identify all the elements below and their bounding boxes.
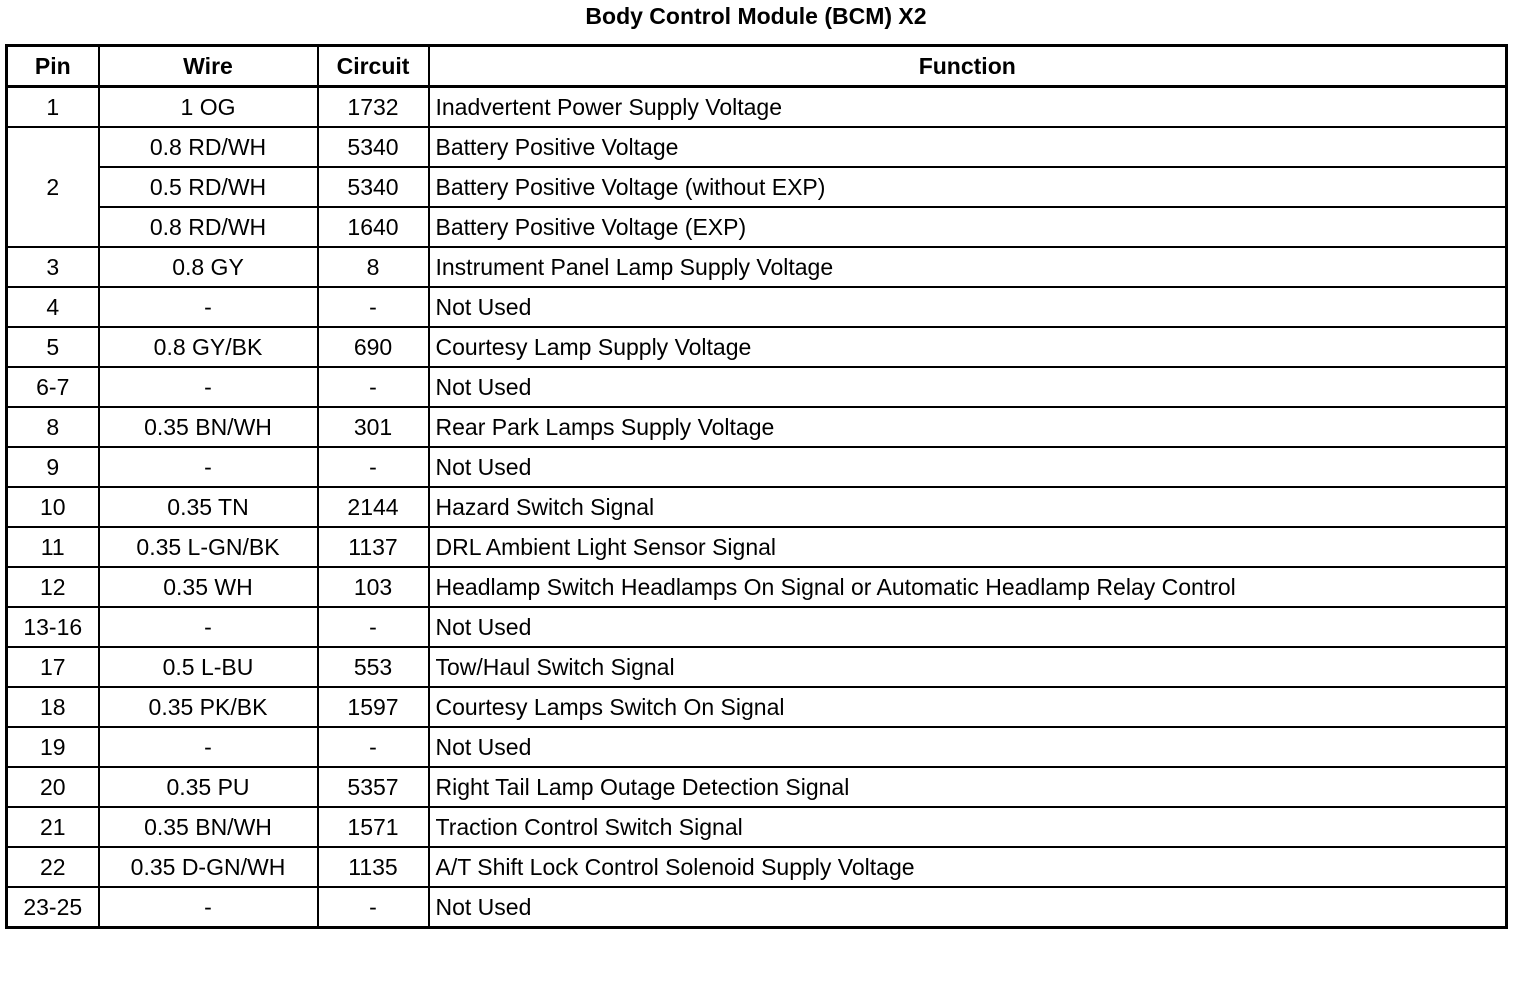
circuit-cell: - (318, 727, 429, 767)
pin-cell: 5 (7, 327, 99, 367)
wire-cell: - (99, 607, 318, 647)
pin-cell: 21 (7, 807, 99, 847)
pin-cell: 8 (7, 407, 99, 447)
table-row (7, 487, 1507, 527)
table-row (7, 207, 1507, 247)
wire-cell: - (99, 887, 318, 928)
table-row (7, 687, 1507, 727)
function-cell: Right Tail Lamp Outage Detection Signal (429, 767, 1507, 807)
circuit-cell: 301 (318, 407, 429, 447)
wire-cell: - (99, 367, 318, 407)
function-cell: Headlamp Switch Headlamps On Signal or Automatic Headlamp Relay Control (429, 567, 1507, 607)
table-header-row (7, 46, 1507, 87)
table-row (7, 247, 1507, 287)
pin-cell: 12 (7, 567, 99, 607)
pin-cell: 23-25 (7, 887, 99, 928)
function-cell: A/T Shift Lock Control Solenoid Supply Voltage (429, 847, 1507, 887)
function-cell: DRL Ambient Light Sensor Signal (429, 527, 1507, 567)
wire-cell: 0.35 D-GN/WH (99, 847, 318, 887)
table-row (7, 407, 1507, 447)
document-title: Body Control Module (BCM) X2 (585, 3, 927, 29)
table-row (7, 727, 1507, 767)
wire-cell: 0.35 PU (99, 767, 318, 807)
function-cell: Tow/Haul Switch Signal (429, 647, 1507, 687)
function-cell: Not Used (429, 607, 1507, 647)
wire-cell: 0.8 RD/WH (99, 207, 318, 247)
table-row (7, 527, 1507, 567)
header-circuit: Circuit (318, 46, 429, 87)
circuit-cell: 1137 (318, 527, 429, 567)
wire-cell: - (99, 727, 318, 767)
circuit-cell: 5340 (318, 167, 429, 207)
pin-cell: 11 (7, 527, 99, 567)
table-row (7, 647, 1507, 687)
table-row (7, 767, 1507, 807)
wire-cell: 0.35 L-GN/BK (99, 527, 318, 567)
function-cell: Courtesy Lamp Supply Voltage (429, 327, 1507, 367)
function-cell: Courtesy Lamps Switch On Signal (429, 687, 1507, 727)
function-cell: Not Used (429, 447, 1507, 487)
pin-cell: 1 (7, 87, 99, 128)
wire-cell: 0.35 WH (99, 567, 318, 607)
pin-cell: 10 (7, 487, 99, 527)
pin-cell: 19 (7, 727, 99, 767)
wire-cell: 0.5 L-BU (99, 647, 318, 687)
wire-cell: 0.8 RD/WH (99, 127, 318, 167)
circuit-cell: 5340 (318, 127, 429, 167)
wire-cell: 0.35 BN/WH (99, 807, 318, 847)
circuit-cell: 103 (318, 567, 429, 607)
function-cell: Instrument Panel Lamp Supply Voltage (429, 247, 1507, 287)
wire-cell: 0.5 RD/WH (99, 167, 318, 207)
circuit-cell: - (318, 887, 429, 928)
circuit-cell: 8 (318, 247, 429, 287)
function-cell: Battery Positive Voltage (without EXP) (429, 167, 1507, 207)
pin-cell: 2 (7, 127, 99, 247)
circuit-cell: 553 (318, 647, 429, 687)
header-pin: Pin (7, 46, 99, 87)
pinout-table (5, 44, 1508, 929)
table-row (7, 87, 1507, 128)
circuit-cell: - (318, 287, 429, 327)
pin-cell: 20 (7, 767, 99, 807)
table-row (7, 327, 1507, 367)
circuit-cell: 1571 (318, 807, 429, 847)
pin-cell: 3 (7, 247, 99, 287)
function-cell: Not Used (429, 727, 1507, 767)
pin-cell: 4 (7, 287, 99, 327)
circuit-cell: 1135 (318, 847, 429, 887)
circuit-cell: 1640 (318, 207, 429, 247)
table-row (7, 887, 1507, 928)
table-row (7, 127, 1507, 167)
table-row (7, 567, 1507, 607)
pin-cell: 17 (7, 647, 99, 687)
circuit-cell: - (318, 607, 429, 647)
pin-cell: 9 (7, 447, 99, 487)
function-cell: Hazard Switch Signal (429, 487, 1507, 527)
function-cell: Battery Positive Voltage (EXP) (429, 207, 1507, 247)
function-cell: Not Used (429, 887, 1507, 928)
table-row (7, 847, 1507, 887)
function-cell: Not Used (429, 287, 1507, 327)
function-cell: Traction Control Switch Signal (429, 807, 1507, 847)
pin-cell: 22 (7, 847, 99, 887)
wire-cell: 0.8 GY/BK (99, 327, 318, 367)
circuit-cell: - (318, 447, 429, 487)
circuit-cell: 690 (318, 327, 429, 367)
pin-cell: 18 (7, 687, 99, 727)
function-cell: Battery Positive Voltage (429, 127, 1507, 167)
circuit-cell: 5357 (318, 767, 429, 807)
header-function: Function (429, 46, 1507, 87)
table-row (7, 447, 1507, 487)
wire-cell: 0.35 BN/WH (99, 407, 318, 447)
header-wire: Wire (99, 46, 318, 87)
pin-cell: 13-16 (7, 607, 99, 647)
table-row (7, 367, 1507, 407)
table-row (7, 807, 1507, 847)
table-row (7, 287, 1507, 327)
wire-cell: 0.35 TN (99, 487, 318, 527)
table-row (7, 167, 1507, 207)
wire-cell: - (99, 287, 318, 327)
circuit-cell: 1597 (318, 687, 429, 727)
wire-cell: - (99, 447, 318, 487)
circuit-cell: 1732 (318, 87, 429, 128)
wire-cell: 0.8 GY (99, 247, 318, 287)
wire-cell: 1 OG (99, 87, 318, 128)
circuit-cell: 2144 (318, 487, 429, 527)
table-row (7, 607, 1507, 647)
function-cell: Rear Park Lamps Supply Voltage (429, 407, 1507, 447)
circuit-cell: - (318, 367, 429, 407)
pin-cell: 6-7 (7, 367, 99, 407)
wire-cell: 0.35 PK/BK (99, 687, 318, 727)
function-cell: Not Used (429, 367, 1507, 407)
function-cell: Inadvertent Power Supply Voltage (429, 87, 1507, 128)
